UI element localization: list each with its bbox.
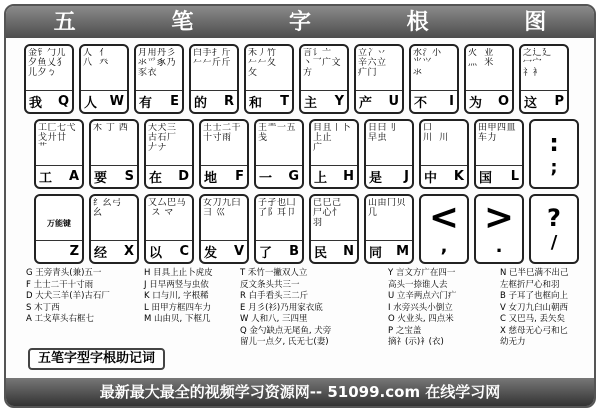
- key-char: 主: [304, 96, 318, 111]
- key-roots: 大犬三 古石厂 𠂇ナ: [148, 123, 177, 153]
- key-caption: [91, 240, 137, 262]
- mnemonic-line: L 田甲方框四车力: [144, 302, 211, 313]
- key-letter: C: [179, 244, 189, 259]
- punct-top: ?: [547, 204, 561, 232]
- key-roots: 已巳己 尸心忄 羽: [313, 198, 342, 228]
- key-roots: 金钅勹儿 夕鱼乂犭 儿夕ㄅ: [28, 48, 67, 78]
- key-roots: 白手扌斤 𠂉𠂉斤斤: [193, 48, 232, 68]
- mnemonic-column: [500, 268, 569, 349]
- punct-top: :: [549, 129, 559, 157]
- punct-top: <: [428, 197, 460, 238]
- key-char: 我: [29, 96, 43, 111]
- mnemonic-line: A 工戈草头右框七: [26, 314, 95, 324]
- key-caption: [411, 90, 457, 112]
- mnemonic-line: J 日早两竖与虫依: [144, 279, 209, 290]
- key-char: 一: [259, 171, 273, 186]
- key-s: [89, 119, 139, 189]
- mnemonic-line: 高头一捺谁人去: [388, 279, 448, 290]
- key-u: [354, 44, 404, 114]
- key-char: 产: [359, 96, 373, 111]
- key-roots: 立冫丷 辛六立 疒门: [358, 48, 387, 78]
- mnemonic-line: E 月彡(衫)乃用家衣底: [240, 302, 323, 313]
- key-caption: [311, 240, 357, 262]
- key-letter: N: [343, 244, 354, 259]
- key-letter: O: [497, 94, 509, 109]
- key-x: [89, 194, 139, 264]
- key-row: [24, 119, 584, 194]
- key-roots: 田甲四皿 车力: [478, 123, 517, 143]
- keyboard: [24, 44, 584, 269]
- key-roots: 子孑也凵 了阝耳卩: [258, 198, 297, 218]
- mnemonic-line: 左框折尸心和羽: [500, 279, 560, 290]
- key-caption: [521, 90, 567, 112]
- key-y: [299, 44, 349, 114]
- key-j: [364, 119, 414, 189]
- key-row: [24, 194, 584, 269]
- mnemonic-line: G 王旁青头(兼)五一: [26, 268, 102, 278]
- mnemonic-column: [26, 268, 110, 326]
- mnemonic-banner: 五笔字型字根助记词: [28, 348, 165, 370]
- mnemonic-line: I 水旁兴头小倒立: [388, 302, 453, 313]
- key-caption: [356, 90, 402, 112]
- key-letter: V: [233, 244, 244, 259]
- key-letter: B: [289, 244, 299, 259]
- key-letter: Q: [57, 94, 69, 109]
- key-d: [144, 119, 194, 189]
- key-caption: [191, 90, 237, 112]
- punct-bottom: /: [550, 232, 558, 253]
- key-b: [254, 194, 304, 264]
- key-char: 不: [414, 96, 428, 111]
- mnemonic-line: Y 言文方广在四一: [388, 268, 456, 278]
- key-char: 的: [194, 96, 208, 111]
- key-letter: Z: [69, 244, 79, 259]
- key-q: [24, 44, 74, 114]
- key-letter: K: [453, 169, 464, 184]
- key-roots: 目且丨卜 上止 广: [313, 123, 352, 153]
- key-letter: W: [109, 94, 124, 109]
- key-char: 以: [149, 246, 163, 261]
- chart-title: 五 笔 字 根 图: [6, 6, 594, 38]
- key-w: [79, 44, 129, 114]
- key-caption: [91, 165, 137, 187]
- key-char: 为: [469, 96, 483, 111]
- key-char: 这: [524, 96, 538, 111]
- key-roots: 人 亻 八 癶: [83, 48, 109, 68]
- mnemonic-line: C 又巴马, 丢矢矣: [500, 314, 566, 324]
- key-caption: [246, 90, 292, 112]
- mnemonic-column: [240, 268, 331, 349]
- key-roots: 山由冂贝 几: [368, 198, 407, 218]
- mnemonic-line: H 目具上止卜虎皮: [144, 268, 213, 278]
- key-roots: 女刀九臼 彐 巛: [203, 198, 242, 218]
- key-roots: 之辶廴 冖宀 礻衤: [523, 48, 552, 78]
- key-caption: [201, 240, 247, 262]
- mnemonic-line: M 山由贝, 下框几: [144, 314, 211, 324]
- key-row: [24, 44, 584, 119]
- wubi-root-chart: [4, 4, 596, 408]
- key-char: 工: [39, 171, 53, 186]
- key-m: [364, 194, 414, 264]
- key-roots: 日曰刂 早虫: [368, 123, 397, 143]
- key-letter: E: [170, 94, 179, 109]
- key-char: 有: [139, 96, 153, 111]
- key-char: 经: [94, 246, 108, 261]
- mnemonic-list: [26, 268, 586, 358]
- key-letter: R: [223, 94, 234, 109]
- key-char: 发: [204, 246, 218, 261]
- mnemonic-line: 反文条头共三一: [240, 279, 300, 290]
- wildcard-label: 万能键: [47, 219, 71, 228]
- punct-key: [529, 194, 579, 264]
- punct-bottom: ;: [550, 157, 558, 178]
- key-roots: 水氵小 ⺌⺍ 氺: [413, 48, 442, 78]
- key-caption: [201, 165, 247, 187]
- key-letter: P: [554, 94, 564, 109]
- punct-bottom: .: [495, 236, 503, 257]
- key-letter: X: [123, 244, 134, 259]
- punct-key: [419, 194, 469, 264]
- key-z: [34, 194, 84, 264]
- key-roots: 土士二干 十寸雨: [203, 123, 242, 143]
- punct-bottom: ,: [440, 236, 448, 257]
- punct-key: [474, 194, 524, 264]
- mnemonic-line: S 木丁西: [26, 302, 60, 313]
- key-letter: I: [449, 94, 454, 109]
- mnemonic-line: U 立辛两点六门疒: [388, 291, 457, 301]
- key-letter: M: [396, 244, 409, 259]
- mnemonic-line: K 口与川, 字根稀: [144, 291, 209, 301]
- key-roots: 言讠亠 丶乛广文 方: [303, 48, 342, 78]
- key-e: [134, 44, 184, 114]
- key-letter: Y: [334, 94, 344, 109]
- key-char: 要: [94, 171, 108, 186]
- key-letter: L: [510, 169, 519, 184]
- mnemonic-line: N 已半巳满不出己: [500, 268, 569, 278]
- key-char: 地: [204, 171, 218, 186]
- mnemonic-column: [144, 268, 213, 326]
- key-roots: 王龶一五 戋: [258, 123, 297, 143]
- key-letter: J: [404, 169, 409, 184]
- key-caption: [476, 165, 522, 187]
- key-h: [309, 119, 359, 189]
- key-caption: [146, 165, 192, 187]
- key-l: [474, 119, 524, 189]
- key-char: 上: [314, 171, 328, 186]
- key-letter: F: [235, 169, 244, 184]
- key-p: [519, 44, 569, 114]
- key-char: 和: [249, 96, 263, 111]
- key-roots: 纟幺弓 幺: [93, 198, 122, 218]
- key-caption: [366, 240, 412, 262]
- key-caption: [256, 240, 302, 262]
- key-letter: H: [343, 169, 354, 184]
- mnemonic-line: O 火业头, 四点米: [388, 314, 454, 324]
- mnemonic-line: X 慈母无心弓和匕: [500, 325, 569, 336]
- mnemonic-line: 幼无力: [500, 337, 526, 347]
- key-v: [199, 194, 249, 264]
- mnemonic-line: Q 金勺缺点无尾鱼, 犬旁: [240, 325, 332, 336]
- mnemonic-line: T 禾竹一撇双人立: [240, 268, 308, 278]
- key-char: 了: [259, 246, 273, 261]
- footer-text: 最新最大最全的视频学习资源网-- 51099.com 在线学习网: [6, 378, 594, 406]
- key-char: 同: [369, 246, 383, 261]
- key-caption: [466, 90, 512, 112]
- key-roots: 又厶巴马 ス マ: [148, 198, 187, 218]
- key-a: [34, 119, 84, 189]
- mnemonic-line: D 大犬三羊(羊)古石厂: [26, 291, 110, 301]
- key-roots: 月用丹彡 氺爫𧰨乃 豕衣: [138, 48, 177, 78]
- mnemonic-line: V 女刀九臼山朝西: [500, 302, 569, 313]
- key-caption: [301, 90, 347, 112]
- key-char: 人: [84, 96, 98, 111]
- key-t: [244, 44, 294, 114]
- key-caption: [36, 165, 82, 187]
- key-caption: [146, 240, 192, 262]
- key-caption: [136, 90, 182, 112]
- key-i: [409, 44, 459, 114]
- mnemonic-line: 留儿一点夕, 氏无七(妻): [240, 337, 329, 347]
- key-roots: 火 业 灬 米: [468, 48, 494, 68]
- mnemonic-line: W 人和八, 三四里: [240, 314, 308, 324]
- key-letter: G: [288, 169, 299, 184]
- mnemonic-line: F 土士二干十寸雨: [26, 279, 94, 290]
- mnemonic-column: [388, 268, 456, 349]
- mnemonic-line: R 白手看头三二斤: [240, 291, 309, 301]
- key-letter: U: [388, 94, 399, 109]
- key-g: [254, 119, 304, 189]
- key-roots: 禾丿竹 𠂉𠂉夂 攵: [248, 48, 277, 78]
- key-caption: [81, 90, 127, 112]
- key-caption: [36, 240, 82, 262]
- key-letter: D: [178, 169, 189, 184]
- key-caption: [256, 165, 302, 187]
- key-char: 国: [479, 171, 493, 186]
- key-roots: 工匚七弋 戈廾廿 艹: [38, 123, 77, 153]
- key-caption: [421, 165, 467, 187]
- key-char: 是: [369, 171, 383, 186]
- key-letter: S: [124, 169, 134, 184]
- punct-key: [529, 119, 579, 189]
- punct-top: >: [483, 197, 515, 238]
- key-letter: A: [68, 169, 79, 184]
- mnemonic-line: B 子耳了也框向上: [500, 291, 569, 301]
- key-r: [189, 44, 239, 114]
- key-caption: [311, 165, 357, 187]
- key-caption: [366, 165, 412, 187]
- key-caption: [26, 90, 72, 112]
- mnemonic-line: P 之宝盖: [388, 325, 422, 336]
- key-char: 中: [424, 171, 438, 186]
- key-c: [144, 194, 194, 264]
- key-o: [464, 44, 514, 114]
- key-n: [309, 194, 359, 264]
- key-roots: 木 丁 西: [93, 123, 129, 133]
- key-char: 在: [149, 171, 163, 186]
- key-k: [419, 119, 469, 189]
- mnemonic-line: 摘礻(示)衤(衣): [388, 337, 444, 347]
- key-roots: 口 川 川: [423, 123, 449, 143]
- key-letter: T: [280, 94, 289, 109]
- key-char: 民: [314, 246, 328, 261]
- key-f: [199, 119, 249, 189]
